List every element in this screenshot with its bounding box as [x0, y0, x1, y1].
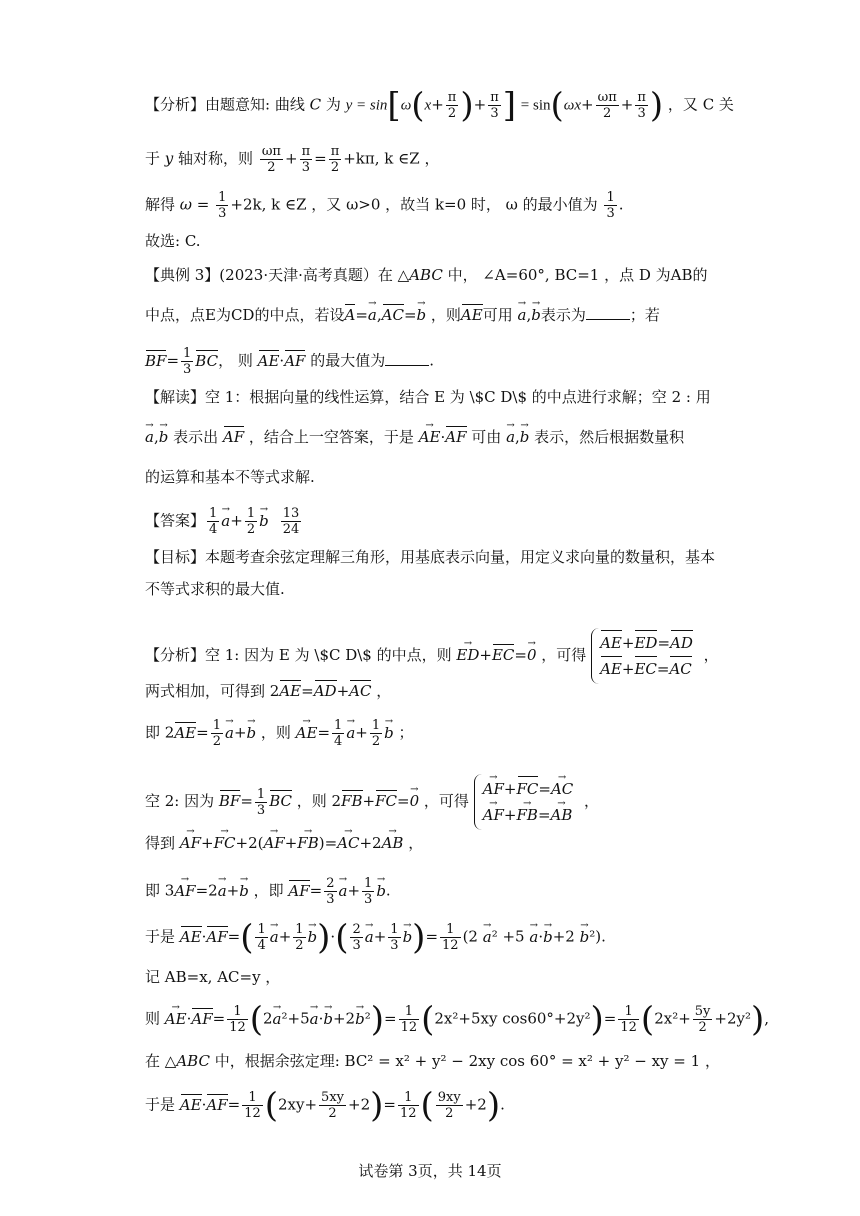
frac-omega-pi-2: $\frac{\omega\pi}{2}$	[597, 90, 617, 121]
choice-line: 故选: C.	[145, 232, 201, 250]
frac-1-3d: $\frac{1}{3}$	[256, 786, 266, 818]
page-footer: 试卷第 3页，共 14页	[358, 1162, 502, 1180]
text: 两式相加，可得到	[145, 682, 270, 700]
text: 为	[321, 95, 346, 114]
text: ，则	[256, 723, 296, 742]
system-2: AF →+FC=AC → AF →+FB →=AB →	[474, 774, 580, 830]
math-omega: ω	[400, 97, 412, 114]
math-x: x	[424, 97, 432, 114]
text: 【分析】空 1: 因为 E 为 \$C D\$ 的中点，则	[145, 646, 457, 664]
target-line-1: 【目标】本题考查余弦定理解三角形，用基底表示向量，用定义求向量的数量积，基本	[145, 548, 716, 566]
analysis-2-line-6: 即 3AF →=2a →+b → ，即 AF= $\frac{2}{3}$ a →+ $\frac{1}{3}$ b →.	[145, 876, 391, 907]
math-eq-sin: = sin	[520, 97, 551, 114]
example-3-line-3: BF= $\frac{1}{3}$ BC， 则 AE·AF 的最大值为 .	[145, 346, 435, 377]
frac-pi-2: $\frac{\pi}{2}$	[447, 90, 457, 121]
text: 可由	[466, 428, 507, 446]
answer-frac-1-4: $\frac{1}{4}$	[209, 506, 218, 537]
text: 空 2: 因为	[145, 792, 219, 810]
triangle-abc: △ABC	[397, 266, 443, 284]
text: 于是	[145, 927, 180, 946]
example-3-line-1	[145, 264, 708, 286]
frac-1-3c: $\frac{1}{3}$	[183, 346, 192, 377]
math-omega-x: ωx	[563, 97, 582, 114]
text: .	[618, 195, 624, 214]
text: 即	[145, 723, 165, 742]
blank-1	[586, 307, 630, 320]
text: 轴对称，则	[173, 149, 254, 168]
text: 可用	[482, 306, 518, 324]
text: 中， ∠A=60°, BC=1 ，点 D 为AB的	[442, 266, 708, 284]
answer-frac-1-2: $\frac{1}{2}$	[246, 506, 256, 537]
frac-pi-3b: $\frac{\pi}{3}$	[637, 90, 646, 121]
analysis-line-3	[145, 190, 624, 221]
interpretation-line-1: 【解读】空 1：根据向量的线性运算，结合 E 为 \$C D\$ 的中点进行求解；空 2 : 用	[145, 388, 711, 406]
text: 即	[145, 881, 165, 900]
blank-2	[385, 353, 429, 366]
analysis-line-2: 于 y 轴对称，则 $\frac{\omega\pi}{2}$ + $\frac{\pi}{3}$ = $\frac{\pi}{2}$ +kπ, k ∈Z ，	[145, 144, 440, 175]
math-sin: y = sin	[345, 97, 388, 114]
analysis-2-line-9: 则 AE →·AF= $\frac{1}{12}$ (2a →²+5a →·b →+2b →²)= $\frac{1}{12}$ (2x²+5xy cos60°+2y²)= $\frac{1}{12}$ (2x²+ $\frac{5y}{2}$ +2y²),	[145, 1004, 769, 1035]
frac-2-3: $\frac{2}{3}$	[326, 876, 335, 907]
var-y: y	[164, 149, 174, 168]
text: ，又 C 关	[667, 95, 734, 114]
text: 中，根据余弦定理: BC² = x² + y² − 2xy cos 60° = x² + y² − xy = 1 ，	[209, 1052, 720, 1070]
analysis-2-line-2: 两式相加，可得到 2AE=AD+AC ，	[145, 682, 392, 700]
analysis-2-line-1: 【分析】空 1: 因为 E 为 \$C D\$ 的中点，则 ED →+EC=0 → ，可得 AE+ED=AD AE+EC=AC ，	[145, 628, 719, 684]
frac-pi-3: $\frac{\pi}{3}$	[490, 90, 499, 121]
text: ，又 ω>0 ，故当 k=0 时， ω 的最小值为	[306, 195, 603, 214]
text: +kπ, k ∈Z ，	[343, 149, 440, 168]
analysis-2-line-8: 记 AB=x, AC=y ，	[145, 968, 281, 986]
text: ，可得	[419, 792, 469, 810]
math-2k: +2k, k ∈Z	[230, 195, 307, 214]
interpretation-line-2: a →,b → 表示出 AF ，结合上一空答案，于是 AE →·AF 可由 a →,b → 表示，然后根据数量积	[145, 426, 684, 448]
system-1: AE+ED=AD AE+EC=AC	[591, 628, 699, 684]
frac-1-4a: $\frac{1}{4}$	[334, 718, 343, 749]
text: 【分析】由题意知: 曲线	[145, 95, 310, 114]
analysis-2-line-5: 得到 AF →+FC →+2(AF →+FB →)=AC →+2AB → ，	[145, 832, 423, 854]
analysis-2-line-3: 即 2AE= $\frac{1}{2}$ a →+b → ，则 AE →= $\frac{1}{4}$ a →+ $\frac{1}{2}$ b → ；	[145, 718, 414, 749]
text: 解得	[145, 195, 180, 214]
text: 【典例 3】(2023·天津·高考真题）在	[145, 266, 398, 284]
text: 在	[145, 1052, 165, 1070]
text: 中点，点E为CD的中点，若设	[145, 306, 345, 324]
answer-frac-13-24: $\frac{13}{24}$	[282, 506, 300, 537]
text: ，即	[248, 881, 289, 900]
text: ；	[393, 723, 414, 742]
frac-1-2a: $\frac{1}{2}$	[212, 718, 221, 749]
analysis-2-line-7: 于是 AE·AF=( $\frac{1}{4}$ a →+ $\frac{1}{2}$ b →)·( $\frac{2}{3}$ a →+ $\frac{1}{3}$ b →)= $\frac{1}{12}$ (2 a →² +5 a →·b →+2 b →²).	[145, 922, 606, 953]
text: ；若	[629, 306, 660, 324]
text: 表示为	[540, 306, 586, 324]
triangle-abc-2: △ABC	[164, 1052, 210, 1070]
text: 的最大值为	[305, 351, 386, 370]
frac-1-2b: $\frac{1}{2}$	[371, 718, 381, 749]
text: 于	[145, 149, 165, 168]
text: 得到	[145, 834, 180, 852]
text: ， 则	[218, 351, 258, 370]
frac-pi-2b: $\frac{\pi}{2}$	[330, 144, 340, 175]
analysis-2-line-4: 空 2: 因为 BF= $\frac{1}{3}$ BC ，则 2FB+FC=0 → ，可得 AF →+FC=AC → AF →+FB →=AB → ，	[145, 774, 599, 830]
text: ，则	[291, 792, 332, 810]
math-omega-eq: ω =	[179, 195, 215, 214]
frac-1-3: $\frac{1}{3}$	[218, 190, 227, 221]
text: ，可得	[536, 646, 587, 664]
frac-pi-3c: $\frac{\pi}{3}$	[301, 144, 311, 175]
text: 于是	[145, 1095, 180, 1114]
example-3-line-2: 中点，点E为CD的中点，若设A=a →,AC=b → ，则AE可用 a →,b →表示为 ；若	[145, 304, 660, 326]
text: ，结合上一空答案，于是	[244, 428, 419, 446]
frac-1-3e: $\frac{1}{3}$	[364, 876, 373, 907]
text: 【答案】	[145, 511, 206, 530]
text: .	[429, 351, 435, 370]
analysis-2-line-11: 于是 AE·AF= $\frac{1}{12}$ (2xy+ $\frac{5xy}{2}$ +2)= $\frac{1}{12}$ ( $\frac{9xy}{2}$ +2).	[145, 1085, 505, 1126]
text: 表示，然后根据数量积	[529, 428, 685, 446]
answer-line: 【答案】 $\frac{1}{4}$ a →+ $\frac{1}{2}$ b → $\frac{13}{24}$	[145, 506, 303, 537]
var-c: C	[309, 95, 322, 114]
frac-1-3b: $\frac{1}{3}$	[606, 190, 615, 221]
analysis-line-1: 【分析】由题意知: 曲线 C 为 y = sin[ω(x+ $\frac{\pi}{2}$ )+ $\frac{\pi}{3}$ ] = sin(ωx+ $\frac{\omega\pi}{2}$ + $\frac{\pi}{3}$ ) ，又 C 关	[145, 85, 734, 126]
text: 则	[145, 1009, 165, 1028]
analysis-2-line-10	[145, 1050, 720, 1072]
text: 表示出	[168, 428, 223, 446]
interpretation-line-3: 的运算和基本不等式求解.	[145, 468, 315, 486]
target-line-2: 不等式求积的最大值.	[145, 580, 285, 598]
text: ，则	[426, 306, 461, 324]
frac-omega-pi-2b: $\frac{\omega\pi}{2}$	[261, 144, 281, 175]
